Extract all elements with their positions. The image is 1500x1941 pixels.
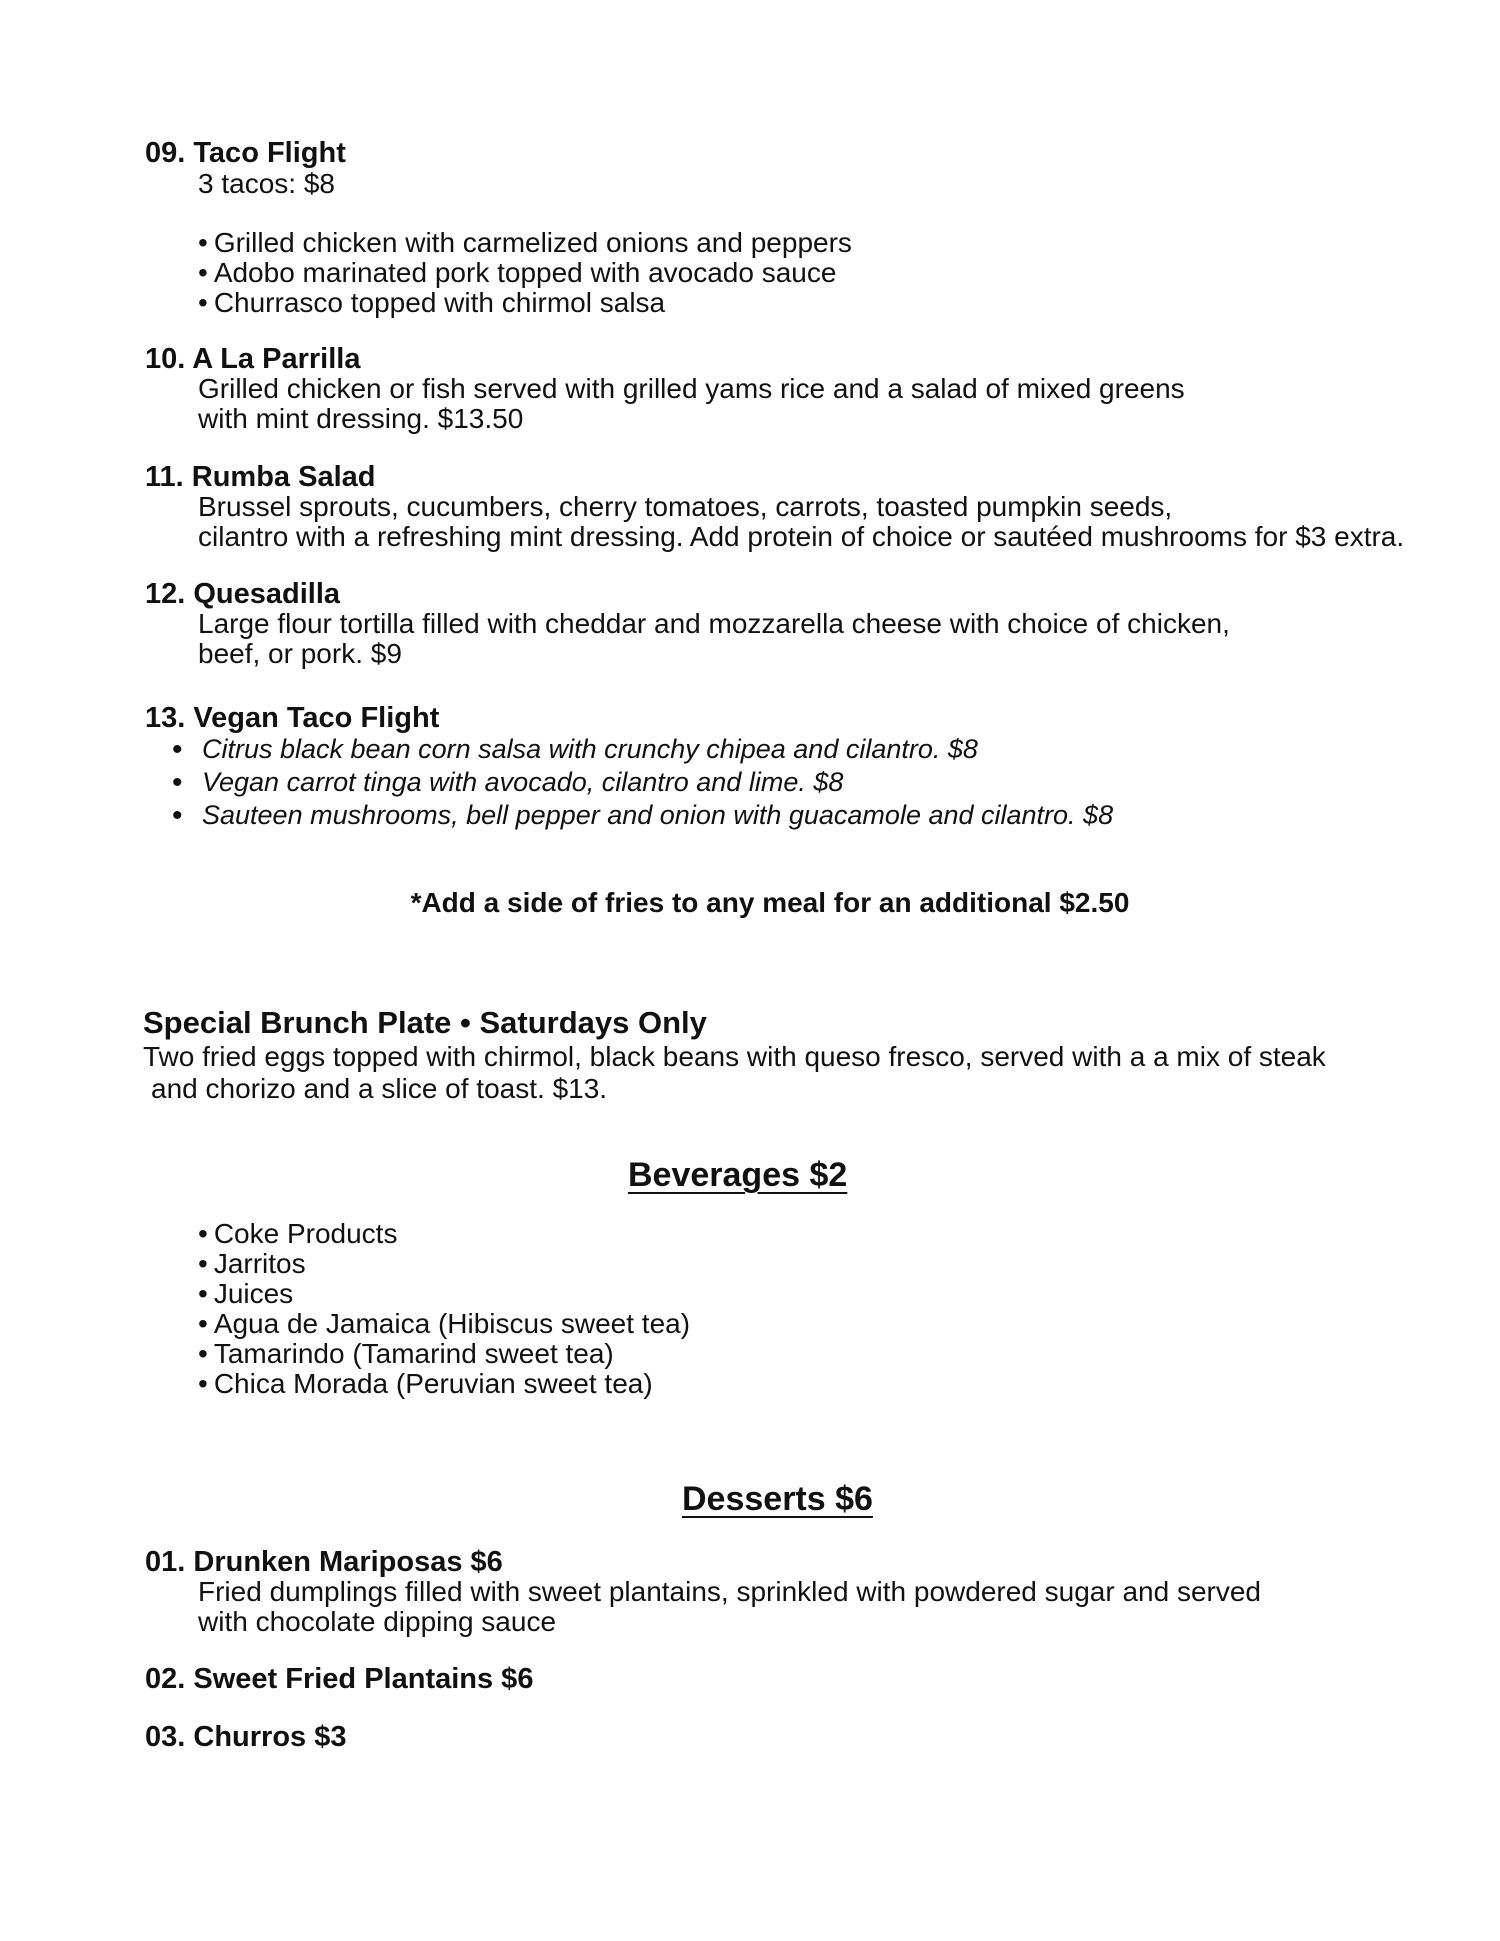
menu-item-title: 11. Rumba Salad bbox=[145, 461, 376, 493]
list-item: • Vegan carrot tinga with avocado, cilantro and lime. $8 bbox=[172, 766, 1113, 799]
description-line: Brussel sprouts, cucumbers, cherry tomatoes, carrots, toasted pumpkin seeds, bbox=[198, 491, 1173, 522]
taco-flight-list bbox=[198, 228, 852, 318]
menu-item-title: 01. Drunken Mariposas $6 bbox=[145, 1546, 503, 1578]
description-line: Grilled chicken or fish served with grilled yams rice and a salad of mixed greens bbox=[198, 373, 1185, 404]
description-line: beef, or pork. $9 bbox=[198, 638, 402, 669]
menu-item-description bbox=[198, 1577, 1261, 1637]
menu-item-title: 13. Vegan Taco Flight bbox=[145, 702, 440, 734]
description-line: Two fried eggs topped with chirmol, black beans with queso fresco, served with a a mix of steak bbox=[143, 1041, 1326, 1072]
list-item: • Churrasco topped with chirmol salsa bbox=[198, 288, 852, 318]
description-line: and chorizo and a slice of toast. $13. bbox=[151, 1073, 608, 1104]
desserts-heading: Desserts $6 bbox=[682, 1480, 873, 1518]
list-item: • Chica Morada (Peruvian sweet tea) bbox=[198, 1369, 690, 1399]
fries-note: *Add a side of fries to any meal for an additional $2.50 bbox=[410, 887, 1130, 918]
description-line: Fried dumplings filled with sweet plantains, sprinkled with powdered sugar and served bbox=[198, 1576, 1262, 1607]
menu-item-title: 02. Sweet Fried Plantains $6 bbox=[145, 1663, 534, 1695]
vegan-taco-list bbox=[172, 733, 1113, 832]
menu-item-title: 03. Churros $3 bbox=[145, 1721, 347, 1753]
list-item: • Agua de Jamaica (Hibiscus sweet tea) bbox=[198, 1309, 690, 1339]
brunch-title: Special Brunch Plate • Saturdays Only bbox=[143, 1005, 707, 1040]
description-line: Large flour tortilla filled with cheddar and mozzarella cheese with choice of chicken, bbox=[198, 608, 1230, 639]
description-line: with mint dressing. $13.50 bbox=[198, 403, 524, 434]
list-item: • Juices bbox=[198, 1279, 690, 1309]
menu-item-description bbox=[198, 492, 1404, 552]
list-item: • Grilled chicken with carmelized onions and peppers bbox=[198, 228, 852, 258]
menu-item-title: 09. Taco Flight bbox=[145, 137, 346, 169]
list-item: • Sauteen mushrooms, bell pepper and onion with guacamole and cilantro. $8 bbox=[172, 799, 1113, 832]
description-line: with chocolate dipping sauce bbox=[198, 1606, 557, 1637]
menu-item-description: 3 tacos: $8 bbox=[198, 168, 335, 199]
list-item: • Citrus black bean corn salsa with crunchy chipea and cilantro. $8 bbox=[172, 733, 1113, 766]
menu-item-title: 10. A La Parrilla bbox=[145, 343, 361, 375]
menu-item-description bbox=[198, 374, 1185, 434]
menu-item-title: 12. Quesadilla bbox=[145, 578, 341, 610]
list-item: • Jarritos bbox=[198, 1249, 690, 1279]
list-item: • Adobo marinated pork topped with avocado sauce bbox=[198, 258, 852, 288]
description-line: cilantro with a refreshing mint dressing. Add protein of choice or sautéed mushrooms for $3 extra. bbox=[198, 521, 1405, 552]
beverages-list bbox=[198, 1219, 690, 1399]
list-item: • Tamarindo (Tamarind sweet tea) bbox=[198, 1339, 690, 1369]
list-item: • Coke Products bbox=[198, 1219, 690, 1249]
menu-item-description bbox=[198, 609, 1230, 669]
beverages-heading: Beverages $2 bbox=[628, 1156, 848, 1194]
brunch-description bbox=[143, 1041, 1326, 1105]
